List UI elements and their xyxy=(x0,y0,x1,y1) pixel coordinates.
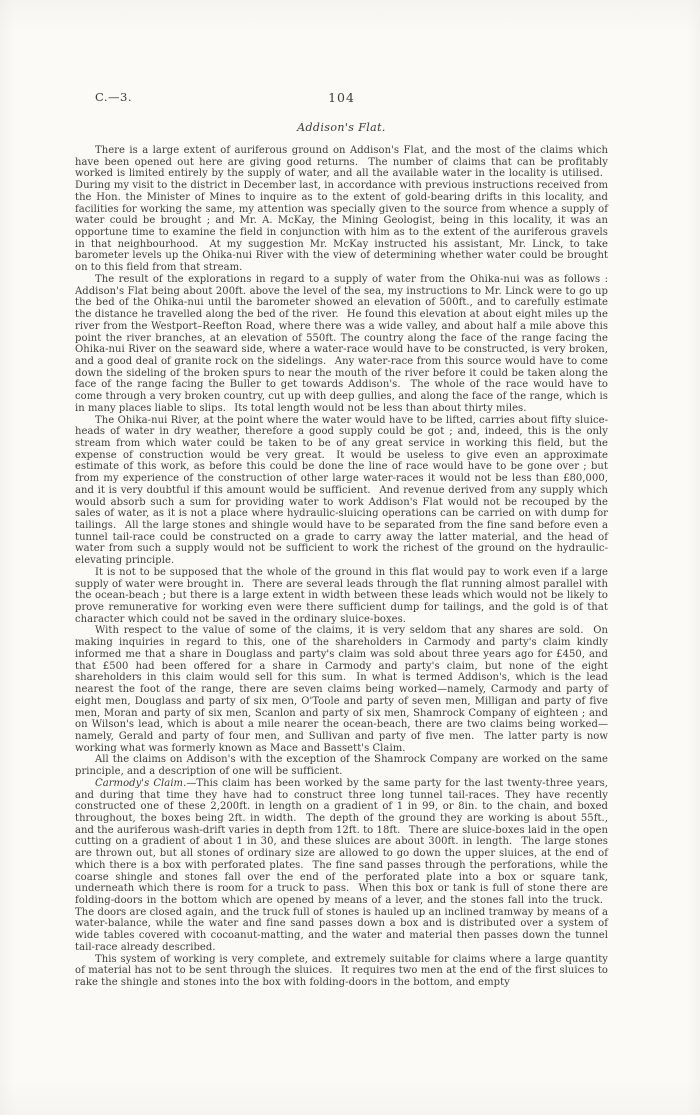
paragraph xyxy=(75,415,608,567)
page-header xyxy=(75,90,608,106)
article-body xyxy=(75,145,608,989)
paragraph-text: —This claim has been worked by the same party for the last twenty-three years, and during that time they have had to construct three long tunnel tail-races. They have recently constructed one of these 2,200ft. in length on a gradient of 1 in 99, or 8in. to the chain, and boxed throughout, the boxes being 2ft. in width. The depth of the ground they are working is about 55ft., and the auriferous wash-drift varies in depth from 12ft. to 18ft. There are sluice-boxes laid in the open cutting on a gradient of about 1 in 30, and these sluices are about 300ft. in length. The large stones are thrown out, but all stones of ordinary size are allowed to go down the upper sluices, at the end of which there is a box with perforated plates. The fine sand passes through the perforations, while the coarse shingle and stones fall over the end of the perforated plate into a box or square tank, underneath which there is room for a truck to pass. When this box or tank is full of stone there are folding-doors in the bottom which are opened by means of a lever, and the stones fall into the truck. The doors are closed again, and the truck full of stones is hauled up an inclined tramway by means of a water-balance, while the water and fine sand passes down a box and is distributed over a system of wide tables covered with cocoanut-matting, and the water and material then passes down the tunnel tail-race already described. xyxy=(75,777,608,953)
page-number: 104 xyxy=(328,90,355,105)
doc-reference: C.—3. xyxy=(95,90,133,104)
paragraph-text: With respect to the value of some of the claims, it is very seldom that any shares are sold. On making inquiries in regard to this, one of the shareholders in Carmody and party's claim kindly informed me that a share in Douglass and party's claim was sold about three years ago for £450, and that £500 had been offered for a share in Carmody and party's claim, but none of the eight shareholders in this claim would sell for this sum. In what is termed Addison's, which is the lead nearest the foot of the range, there are seven claims being worked—namely, Carmody and party of eight men, Douglass and party of six men, O'Toole and party of seven men, Milligan and party of five men, Moran and party of six men, Scanlon and party of six men, Shamrock Company of eighteen ; and on Wilson's lead, which is about a mile nearer the ocean-beach, there are two claims being worked—namely, Gerald and party of four men, and Sullivan and party of five men. The latter party is now working what was formerly known as Mace and Bassett's Claim. xyxy=(75,625,608,754)
paragraph xyxy=(75,778,608,954)
paragraph-lead: Carmody's Claim. xyxy=(95,777,187,789)
paragraph-text: The Ohika-nui River, at the point where the water would have to be lifted, carries about fifty sluice-heads of water in dry weather, therefore a good supply could be got ; and, indeed, this is the only stream from which water could be taken to be of any great service in working this field, but the expense of construction would be very great. It would be useless to give even an approximate estimate of this work, as before this could be done the line of race would have to be gone over ; but from my experience of the construction of other large water-races it would not be less than £80,000, and it is very doubtful if this amount would be sufficient. And revenue derived from any supply which would absorb such a sum for providing water to work Addison's Flat would not be recouped by the sales of water, as it is not a place where hydraulic-sluicing operations can be carried on with dump for tailings. All the large stones and shingle would have to be separated from the fine sand before even a tunnel tail-race could be constructed on a grade to carry away the latter material, and the head of water from such a supply would not be sufficient to work the richest of the ground on the hydraulic-elevating principle. xyxy=(75,414,608,567)
paragraph xyxy=(75,954,608,989)
paragraph xyxy=(75,625,608,754)
paragraph xyxy=(75,754,608,777)
paragraph-text: The result of the explorations in regard to a supply of water from the Ohika-nui was as follows : Addison's Flat being about 200ft. above the level of the sea, my instructions to Mr. Linck were to go up the bed of the Ohika-nui until the barometer showed an elevation of 500ft., and to carefully estimate the distance he travelled along the bed of the river. He found this elevation at about eight miles up the river from the Westport–Reefton Road, where there was a wide valley, and about half a mile above this point the river branches, at an elevation of 550ft. The country along the face of the range facing the Ohika-nui River on the seaward side, where a water-race would have to be constructed, is very broken, and a good deal of granite rock on the sidelings. Any water-race from this source would have to come down the sideling of the broken spurs to near the mouth of the river before it could be taken along the face of the range facing the Buller to get towards Addison's. The whole of the race would have to come through a very broken country, cut up with deep gullies, and along the face of the range, which is in many places liable to slips. Its total length would not be less than about thirty miles. xyxy=(75,273,608,414)
paragraph-text: There is a large extent of auriferous ground on Addison's Flat, and the most of the claims which have been opened out here are giving good returns. The number of claims that can be profitably worked is limited entirely by the supply of water, and all the available water in the locality is utilised. During my visit to the district in December last, in accordance with previous instructions received from the Hon. the Minister of Mines to inquire as to the extent of gold-bearing drifts in this locality, and facilities for working the same, my attention was specially given to the source from whence a supply of water could be brought ; and Mr. A. McKay, the Mining Geologist, being in this locality, it was an opportune time to examine the field in conjunction with him as to the extent of the auriferous gravels in that neighbourhood. At my suggestion Mr. McKay instructed his assistant, Mr. Linck, to take barometer levels up the Ohika-nui River with the view of determining whether water could be brought on to this field from that stream. xyxy=(75,145,608,274)
paragraph xyxy=(75,567,608,626)
paragraph-text: All the claims on Addison's with the exception of the Shamrock Company are worked on the same principle, and a description of one will be sufficient. xyxy=(75,754,608,778)
paragraph-text: It is not to be supposed that the whole of the ground in this flat would pay to work even if a large supply of water were brought in. There are several leads through the flat running almost parallel with the ocean-beach ; but there is a large extent in width between these leads which would not be likely to prove remunerative for working even were there sufficient dump for tailings, and the gold is of that character which could not be saved in the ordinary sluice-boxes. xyxy=(75,566,608,625)
paragraph xyxy=(75,145,608,274)
section-title: Addison's Flat. xyxy=(297,121,386,134)
paragraph-text: This system of working is very complete, and extremely suitable for claims where a large quantity of material has not to be sent through the sluices. It requires two men at the end of the first sluices to rake the shingle and stones into the box with folding-doors in the bottom, and empty xyxy=(75,953,608,989)
paragraph xyxy=(75,274,608,415)
